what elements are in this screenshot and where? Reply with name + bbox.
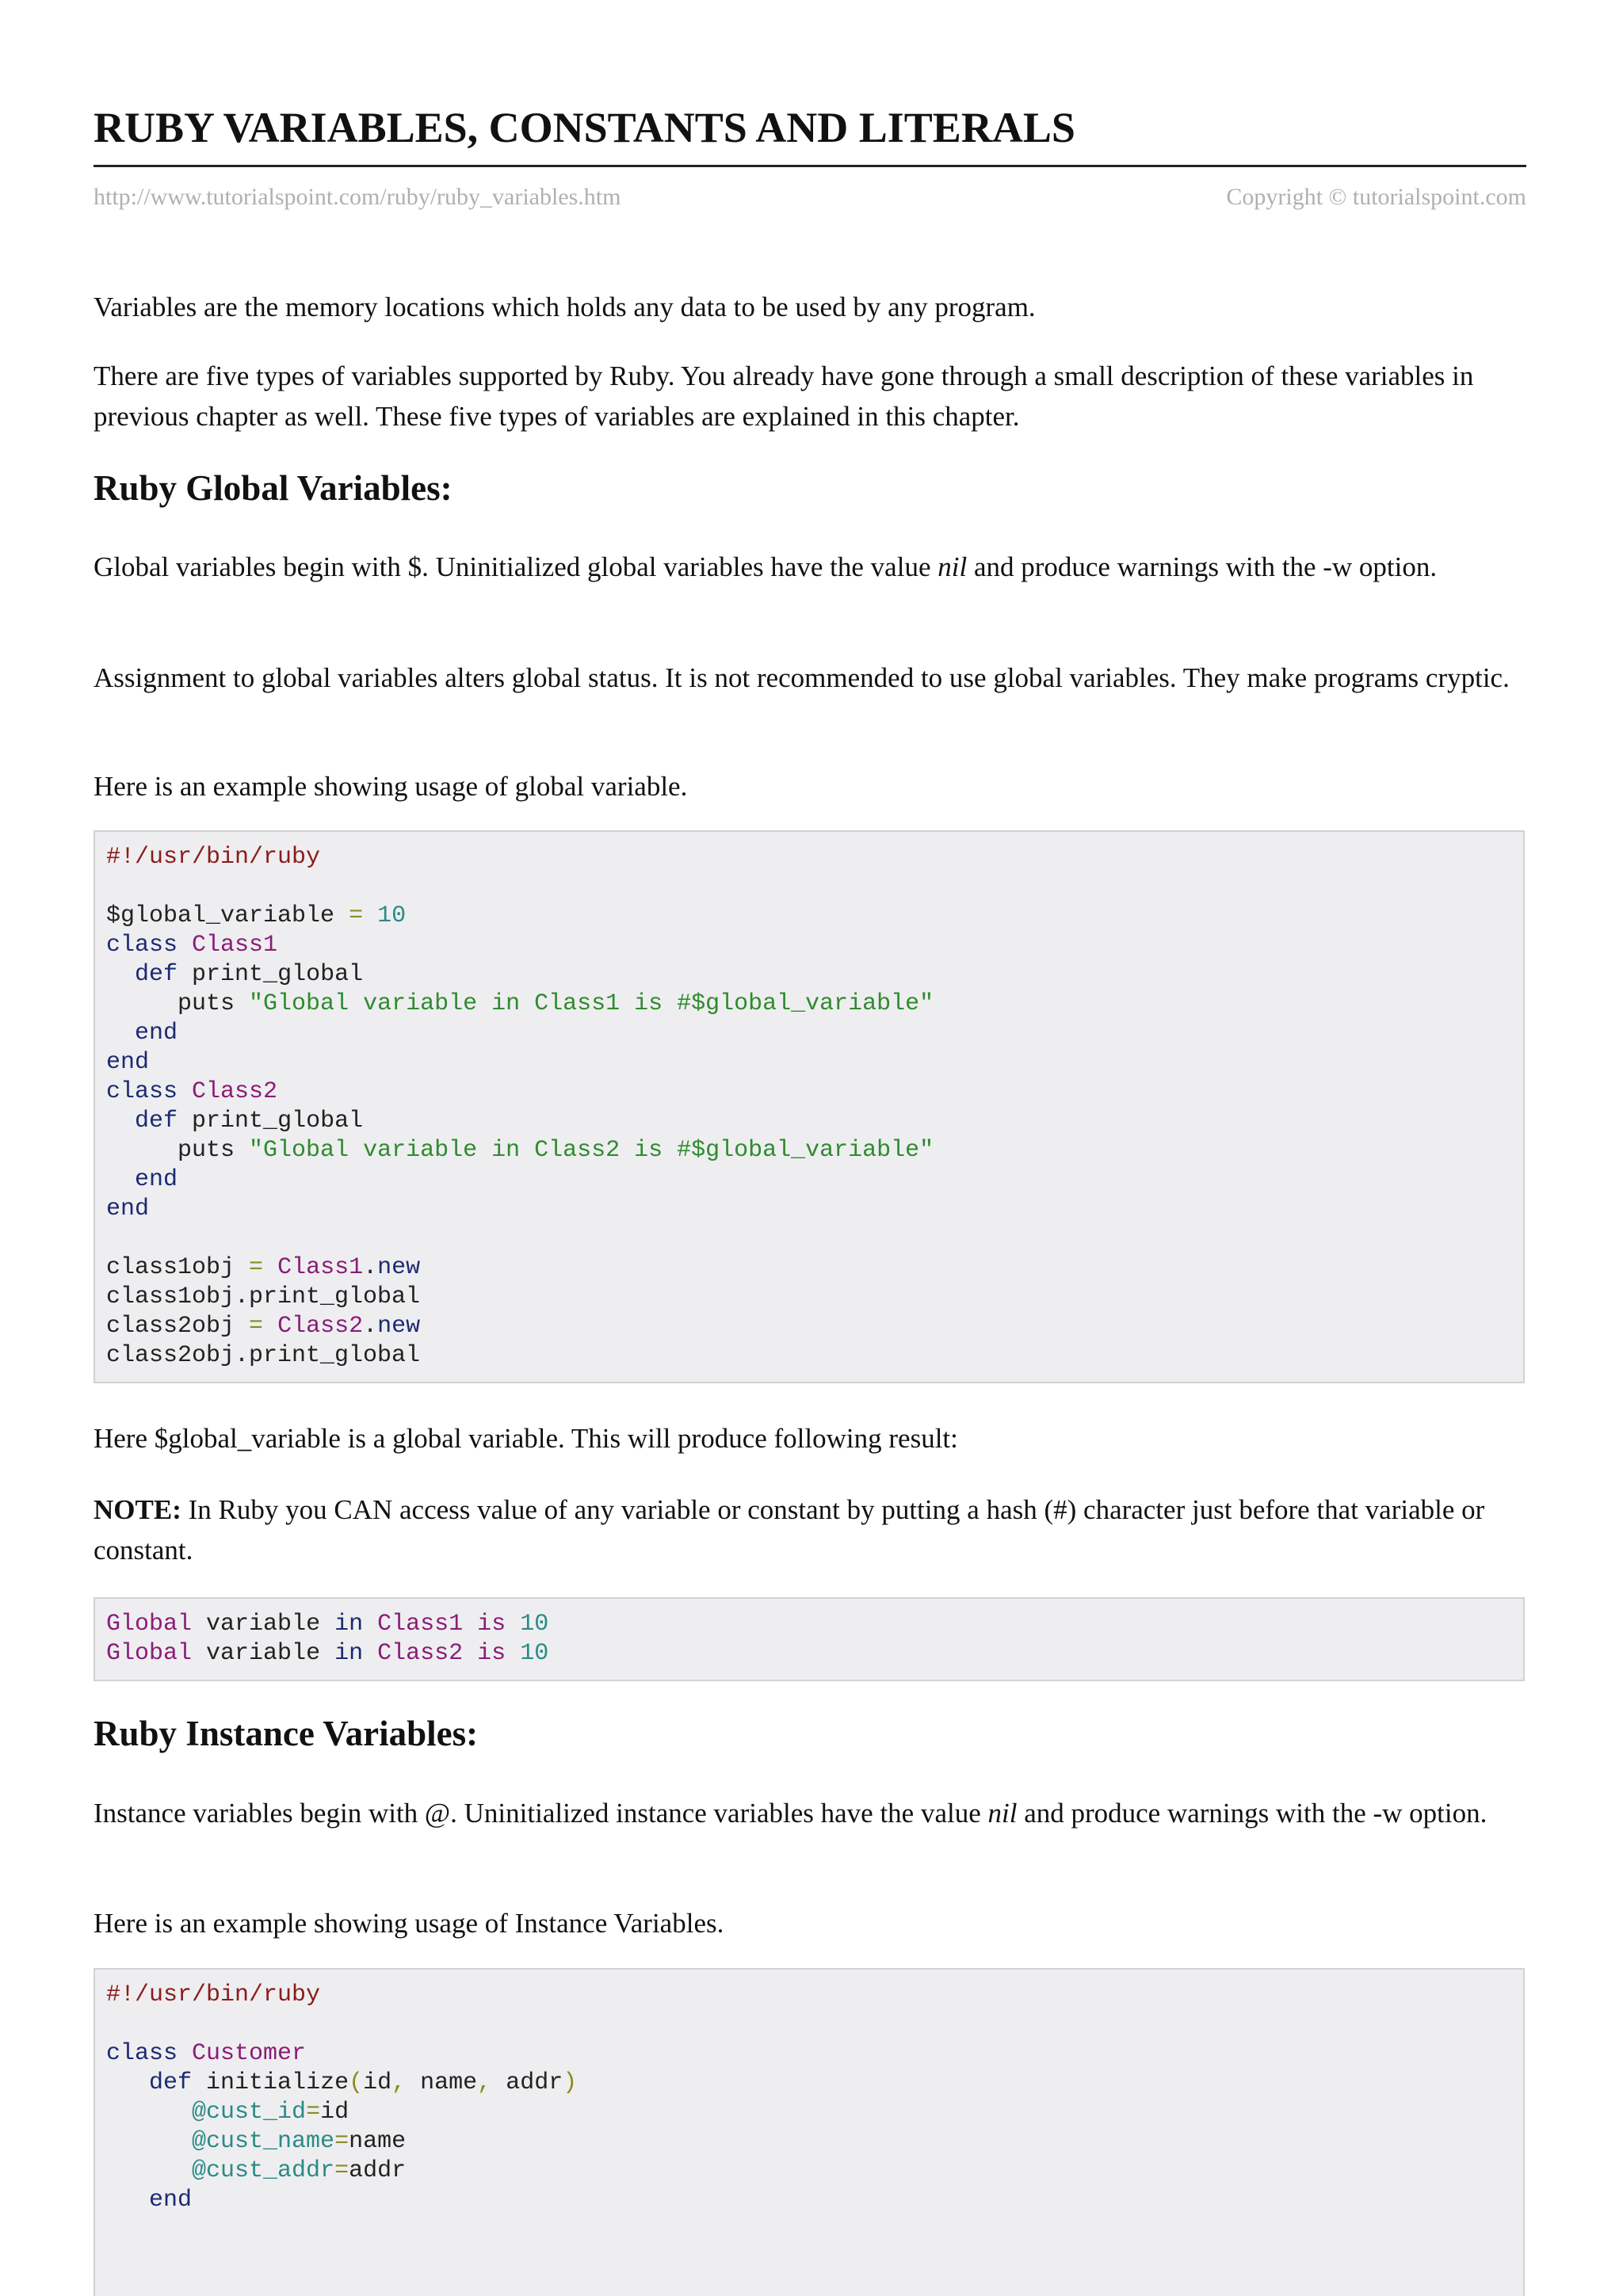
global-output-block: Global variable in Class1 is 10 Global variable in Class2 is 10 (94, 1597, 1525, 1681)
global-paragraph-1: Global variables begin with $. Uninitialized global variables have the value nil and produce warnings with the -w option. (94, 551, 1438, 582)
instance-code-block: #!/usr/bin/ruby class Customer def initialize(id, name, addr) @cust_id=id @cust_name=name @cust_addr=addr end (94, 1968, 1525, 2296)
intro-paragraph-2: There are five types of variables supported by Ruby. You already have gone through a small description of these variables in previous chapter as well. These five types of variables are explained in this chapter. (94, 360, 1474, 432)
global-variables-heading: Ruby Global Variables: (94, 468, 453, 508)
copyright-notice: Copyright © tutorialspoint.com (1226, 184, 1526, 210)
title-divider (94, 165, 1526, 167)
global-paragraph-3: Here is an example showing usage of global variable. (94, 771, 688, 802)
instance-paragraph-1: Instance variables begin with @. Uninitialized instance variables have the value nil and produce warnings with the -w option. (94, 1798, 1487, 1829)
intro-paragraph-1: Variables are the memory locations which holds any data to be used by any program. (94, 292, 1036, 322)
global-paragraph-2: Assignment to global variables alters global status. It is not recommended to use global variables. They make programs cryptic. (94, 662, 1510, 693)
source-url: http://www.tutorialspoint.com/ruby/ruby_variables.htm (94, 184, 621, 210)
global-code-block: #!/usr/bin/ruby $global_variable = 10 class Class1 def print_global puts "Global variable in Class1 is #$global_variable" end end class Class2 def print_global puts "Global variable in Class2 is #$global_variable" end end class1obj = Class1.new class1obj.print_global class2obj = Class2.new class2obj.print_global (94, 830, 1525, 1383)
instance-variables-heading: Ruby Instance Variables: (94, 1714, 479, 1753)
global-result-paragraph: Here $global_variable is a global variable. This will produce following result: (94, 1423, 958, 1454)
note-paragraph: NOTE: In Ruby you CAN access value of any variable or constant by putting a hash (#) character just before that variable or constant. (94, 1494, 1485, 1566)
instance-paragraph-2: Here is an example showing usage of Instance Variables. (94, 1908, 724, 1939)
page-title: RUBY VARIABLES, CONSTANTS AND LITERALS (94, 104, 1075, 151)
